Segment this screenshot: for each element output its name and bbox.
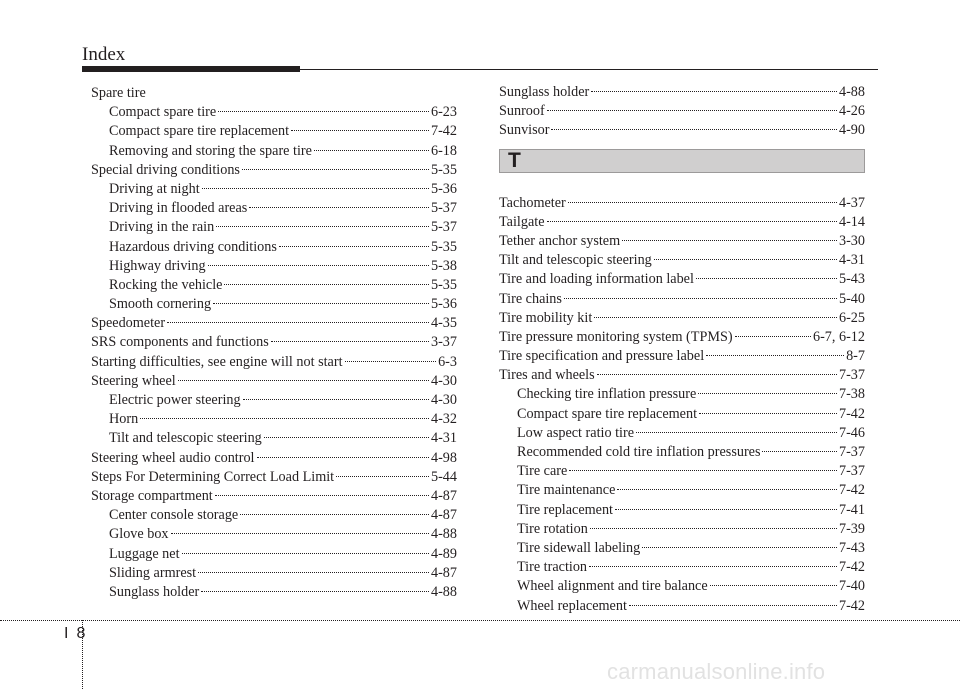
entry-label: Tire chains [499, 290, 562, 307]
entry-label: Tire care [517, 463, 568, 480]
entry-label: Compact spare tire replacement [109, 123, 290, 140]
dot-leader [336, 476, 429, 477]
dot-leader [208, 265, 429, 266]
entry-label: Spare tire [91, 85, 146, 101]
index-entry [91, 84, 457, 103]
index-entry [91, 468, 457, 487]
entry-page-ref: 7-42 [838, 482, 865, 499]
index-entry [91, 487, 457, 506]
entry-label: Tire sidewall labeling [517, 539, 641, 556]
entry-label: Special driving conditions [91, 161, 240, 178]
entry-label: Compact spare tire [109, 104, 217, 121]
page-title: Index [82, 44, 126, 65]
entry-page-ref: 7-37 [838, 367, 865, 384]
entry-page-ref: 5-43 [838, 271, 865, 288]
index-subentry [499, 424, 865, 443]
section-header-t [499, 149, 865, 173]
dot-leader [291, 130, 429, 131]
index-subentry [91, 276, 457, 295]
entry-label: Steering wheel audio control [91, 449, 255, 466]
index-entry [91, 161, 457, 180]
dot-leader [182, 553, 429, 554]
index-entry [499, 366, 865, 385]
dot-leader [202, 188, 429, 189]
index-entry [91, 353, 457, 372]
entry-page-ref: 7-43 [838, 539, 865, 556]
dot-leader [589, 566, 837, 567]
index-subentry [91, 142, 457, 161]
index-subentry [499, 558, 865, 577]
entry-page-ref: 7-37 [838, 463, 865, 480]
index-subentry [91, 429, 457, 448]
dot-leader [198, 572, 429, 573]
entry-page-ref: 7-42 [838, 405, 865, 422]
entry-label: Low aspect ratio tire [517, 424, 634, 441]
index-column-right [499, 83, 865, 616]
dot-leader [243, 399, 429, 400]
entry-label: Tire replacement [517, 501, 613, 518]
dot-leader [696, 278, 837, 279]
entry-label: Glove box [109, 526, 169, 543]
dot-leader [171, 533, 429, 534]
entry-label: Tire specification and pressure label [499, 348, 705, 365]
entry-page-ref: 6-25 [838, 309, 865, 326]
dot-leader [314, 150, 429, 151]
entry-label: Steps For Determining Correct Load Limit [91, 468, 335, 485]
dot-leader [279, 246, 429, 247]
entry-page-ref: 4-35 [430, 315, 457, 332]
index-subentry [91, 257, 457, 276]
entry-label: Checking tire inflation pressure [517, 386, 697, 403]
entry-page-ref: 7-38 [838, 386, 865, 403]
index-subentry [91, 410, 457, 429]
dot-leader [271, 341, 429, 342]
index-entry [499, 309, 865, 328]
entry-page-ref: 5-36 [430, 296, 457, 313]
header-rule [300, 69, 878, 70]
index-entry [499, 83, 865, 102]
chapter-letter: I [64, 625, 69, 642]
entry-label: Sunroof [499, 103, 545, 120]
dot-leader [569, 470, 837, 471]
entry-label: Center console storage [109, 507, 239, 524]
index-subentry [499, 539, 865, 558]
index-entry [91, 449, 457, 468]
index-entry [91, 372, 457, 391]
index-subentry [499, 405, 865, 424]
header-bar [82, 66, 300, 72]
dot-leader [590, 528, 837, 529]
index-subentry [91, 103, 457, 122]
entry-label: SRS components and functions [91, 334, 269, 351]
dot-leader [698, 393, 837, 394]
dot-leader [201, 591, 429, 592]
index-group-t [499, 194, 865, 616]
index-subentry [91, 545, 457, 564]
index-subentry [91, 295, 457, 314]
entry-page-ref: 4-26 [838, 103, 865, 120]
index-subentry [499, 481, 865, 500]
entry-label: Luggage net [109, 545, 180, 562]
entry-label: Horn [109, 411, 139, 428]
entry-label: Tire rotation [517, 520, 588, 537]
entry-page-ref: 5-37 [430, 200, 457, 217]
footer-rule [0, 620, 960, 621]
entry-page-ref: 5-36 [430, 180, 457, 197]
entry-label: Tailgate [499, 213, 545, 230]
dot-leader [594, 317, 837, 318]
index-entry [499, 347, 865, 366]
dot-leader [629, 605, 837, 606]
dot-leader [597, 374, 837, 375]
entry-page-ref: 7-46 [838, 424, 865, 441]
dot-leader [762, 451, 837, 452]
entry-page-ref: 4-30 [430, 372, 457, 389]
watermark: carmanualsonline.info [607, 659, 826, 684]
index-entry [91, 314, 457, 333]
dot-leader [615, 509, 837, 510]
entry-label: Sunvisor [499, 122, 550, 139]
entry-page-ref: 4-87 [430, 564, 457, 581]
dot-leader [213, 303, 429, 304]
index-subentry [91, 564, 457, 583]
entry-label: Driving in flooded areas [109, 200, 248, 217]
entry-page-ref: 6-3 [438, 353, 457, 370]
entry-page-ref: 5-38 [430, 257, 457, 274]
entry-label: Speedometer [91, 315, 166, 332]
entry-label: Tire traction [517, 559, 588, 576]
entry-label: Steering wheel [91, 372, 176, 389]
entry-page-ref: 7-42 [838, 597, 865, 614]
index-entry [499, 328, 865, 347]
entry-page-ref: 4-89 [430, 545, 457, 562]
page-number [64, 624, 85, 644]
dot-leader [547, 221, 837, 222]
index-subentry [91, 180, 457, 199]
index-entry [499, 194, 865, 213]
entry-page-ref: 7-42 [430, 123, 457, 140]
section-letter: T [508, 148, 521, 172]
entry-page-ref: 4-87 [430, 487, 457, 504]
dot-leader [547, 110, 837, 111]
entry-page-ref: 7-40 [838, 578, 865, 595]
entry-page-ref: 4-87 [430, 507, 457, 524]
entry-label: Sliding armrest [109, 564, 197, 581]
entry-page-ref: 3-30 [838, 232, 865, 249]
entry-label: Removing and storing the spare tire [109, 142, 312, 159]
dot-leader [636, 432, 837, 433]
index-entry [499, 270, 865, 289]
entry-label: Hazardous driving conditions [109, 238, 277, 255]
index-entry [499, 251, 865, 270]
dot-leader [735, 336, 811, 337]
dot-leader [216, 226, 429, 227]
entry-page-ref: 4-37 [838, 194, 865, 211]
entry-page-ref: 8-7 [846, 348, 865, 365]
dot-leader [551, 129, 837, 130]
index-subentry [91, 506, 457, 525]
index-subentry [499, 462, 865, 481]
dot-leader [617, 489, 837, 490]
entry-label: Wheel alignment and tire balance [517, 578, 708, 595]
entry-page-ref: 6-23 [430, 104, 457, 121]
entry-page-ref: 5-35 [430, 238, 457, 255]
entry-page-ref: 4-31 [430, 430, 457, 447]
dot-leader [249, 207, 429, 208]
entry-page-ref: 4-32 [430, 411, 457, 428]
entry-page-ref: 6-7, 6-12 [812, 328, 865, 345]
entry-label: Electric power steering [109, 392, 241, 408]
entry-page-ref: 5-44 [430, 468, 457, 485]
index-subentry [91, 238, 457, 257]
entry-page-ref: 7-42 [838, 559, 865, 576]
dot-leader [240, 514, 429, 515]
dot-leader [345, 361, 437, 362]
dot-leader [699, 413, 837, 414]
entry-page-ref: 4-90 [838, 122, 865, 139]
entry-label: Tilt and telescopic steering [499, 252, 652, 269]
index-subentry [499, 443, 865, 462]
index-subentry [91, 199, 457, 218]
entry-label: Tire and loading information label [499, 271, 694, 288]
entry-label: Rocking the vehicle [109, 276, 223, 293]
entry-page-ref: 5-37 [430, 219, 457, 236]
entry-label: Driving at night [109, 180, 200, 197]
index-entry [91, 333, 457, 352]
index-entry [499, 213, 865, 232]
entry-page-ref: 4-30 [430, 392, 457, 408]
entry-page-ref: 3-37 [430, 334, 457, 351]
index-subentry [91, 122, 457, 141]
index-subentry [499, 577, 865, 596]
dot-leader [178, 380, 429, 381]
dot-leader [654, 259, 837, 260]
entry-page-ref: 7-37 [838, 444, 865, 460]
index-subentry [499, 597, 865, 616]
entry-page-ref: 4-14 [838, 213, 865, 230]
index-subentry [499, 385, 865, 404]
entry-page-ref: 4-88 [430, 526, 457, 543]
dot-leader [242, 169, 429, 170]
dot-leader [591, 91, 837, 92]
dot-leader [642, 547, 837, 548]
index-entry [499, 102, 865, 121]
dot-leader [710, 585, 837, 586]
index-subentry [91, 525, 457, 544]
entry-page-ref: 4-98 [430, 449, 457, 466]
entry-page-ref: 7-41 [838, 501, 865, 518]
entry-label: Tachometer [499, 194, 566, 211]
index-subentry [91, 218, 457, 237]
index-entry [499, 121, 865, 140]
entry-label: Recommended cold tire inflation pressures [517, 444, 761, 460]
entry-page-ref: 5-35 [430, 276, 457, 293]
entry-page-ref: 4-88 [430, 583, 457, 600]
entry-label: Tire mobility kit [499, 309, 593, 326]
entry-label: Wheel replacement [517, 597, 627, 614]
entry-label: Sunglass holder [109, 583, 200, 600]
dot-leader [622, 240, 837, 241]
index-subentry [91, 583, 457, 602]
entry-page-ref: 4-88 [838, 84, 865, 100]
dot-leader [224, 284, 429, 285]
entry-label: Sunglass holder [499, 84, 590, 100]
dot-leader [257, 457, 429, 458]
index-entry [499, 290, 865, 309]
entry-label: Highway driving [109, 257, 206, 274]
entry-page-ref: 6-18 [430, 142, 457, 159]
entry-page-ref: 7-39 [838, 520, 865, 537]
index-column-left [91, 84, 457, 602]
dot-leader [564, 298, 837, 299]
dot-leader [264, 437, 429, 438]
entry-label: Tilt and telescopic steering [109, 430, 262, 447]
entry-label: Tether anchor system [499, 232, 621, 249]
entry-label: Tire pressure monitoring system (TPMS) [499, 328, 733, 345]
page-number-value: 8 [76, 625, 86, 642]
index-subentry [499, 501, 865, 520]
dot-leader [215, 495, 429, 496]
dot-leader [218, 111, 429, 112]
entry-label: Compact spare tire replacement [517, 405, 698, 422]
entry-page-ref: 5-35 [430, 161, 457, 178]
index-group-s-continued [499, 83, 865, 141]
entry-label: Smooth cornering [109, 296, 212, 313]
entry-page-ref: 5-40 [838, 290, 865, 307]
dot-leader [706, 355, 844, 356]
dot-leader [140, 418, 429, 419]
index-subentry [499, 520, 865, 539]
dot-leader [568, 202, 837, 203]
entry-label: Storage compartment [91, 487, 213, 504]
entry-page-ref: 4-31 [838, 252, 865, 269]
entry-label: Tire maintenance [517, 482, 616, 499]
index-entry [499, 232, 865, 251]
dot-leader [167, 322, 429, 323]
entry-label: Starting difficulties, see engine will not start [91, 353, 343, 370]
index-subentry [91, 391, 457, 410]
entry-label: Tires and wheels [499, 367, 595, 384]
entry-label: Driving in the rain [109, 219, 215, 236]
